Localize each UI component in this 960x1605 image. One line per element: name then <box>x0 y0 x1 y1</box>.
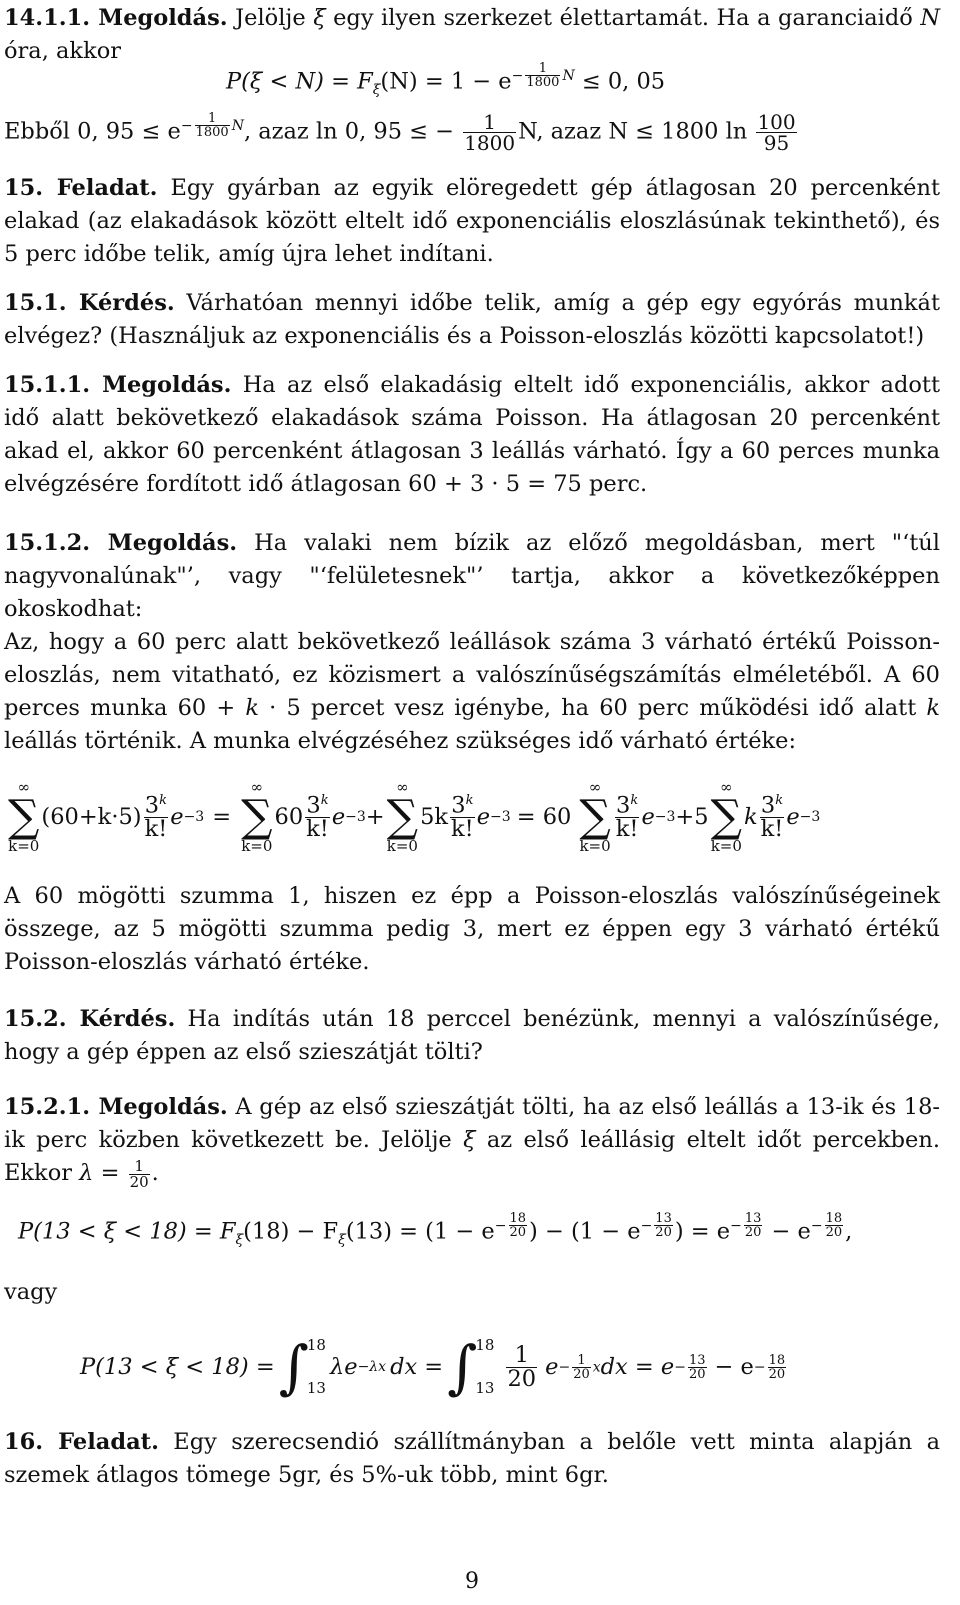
body-text: az első leállásig eltelt időt percekben. Ekkor <box>4 1127 940 1186</box>
frac-num: 1 <box>525 62 560 76</box>
probability-equation-1: $P(13 < \xi < 18) = F_\xi(18) - F_\xi(13) = (1 - e^{- \frac{18}{20}}$ ) − ($1 - e^{- \frac{13}{20}}$ ) = $e^{- \frac{13}{20}}$ − $e^{- \frac{18}{20}}$ , <box>18 1211 853 1248</box>
eq-part: (N) = 1 − e <box>380 68 512 95</box>
lambda-eq: λ = <box>79 1160 120 1186</box>
text: egy ilyen szerkezet élettartamát. Ha a garanciaidő <box>333 5 913 31</box>
solution-15-2-1: 15.2.1. Megoldás. A gép az első szieszátját tölti, ha az első leállás a 13-ik és 18-ik perc közben következett be. Jelölje ξ az első leállásig eltelt időt percekben. Ekkor λ = $\frac{1}{20}$ . <box>4 1094 940 1191</box>
frac-num: 100 <box>757 110 796 134</box>
sum-5: ∞ ∑ k=0 <box>710 778 742 855</box>
heading: 14.1.1. Megoldás. <box>4 5 228 31</box>
sum-1: ∞ ∑ k=0 <box>8 778 40 855</box>
body-text: leállás történik. A munka elvégzéséhez szükséges idő várható értéke: <box>4 728 797 754</box>
heading: 15. Feladat. <box>4 175 158 201</box>
body-text: A gép az első szieszátját tölti, ha az első leállás a 13-ik és 18-ik perc közben következett be. Jelölje <box>4 1094 940 1153</box>
n-exp: N <box>562 67 575 84</box>
question-15-2 <box>4 1003 940 1069</box>
eq-part: ≤ 0, 05 <box>581 68 666 95</box>
k-symbol: k <box>245 695 260 721</box>
sum-4: ∞ ∑ k=0 <box>579 778 611 855</box>
body-text: Ha az első elakadásig eltelt idő exponenciális, akkor adott idő alatt bekövetkező elakadások száma Poisson. Ha átlagosan 20 percenként akad el, akkor 60 percenként átlagosan 3 leállás várható. Így a 60 perces munka elvégzésére fordított idő átlagosan 60 + 3 · 5 = 75 perc. <box>4 372 940 497</box>
frac-num: 1 <box>463 112 516 133</box>
frac-den: 95 <box>763 131 790 155</box>
summation-equation: ∞ ∑ k=0 (60+k·5) 3$^k$ k! e −3 = ∞ ∑ k=0 60 3$^k$ k! e −3 + ∞ ∑ k=0 5k 3$^k$ k! e −3 = 60 ∞ ∑ k=0 3$^k$ k! e −3 +5 ∞ ∑ k=0 k 3$^k$ k! e −3 <box>8 778 821 855</box>
n-exp: N <box>231 117 244 134</box>
solution-15-1-2 <box>4 527 940 758</box>
equation-ebbol: Ebből 0, $95 \le e^{- \frac{1}{1800} N}$, azaz ln 0, 95 ≤ − $\frac{1}{1800}$ N, azaz N ≤ 1800 ln $\frac{100}{95}$ <box>4 110 796 155</box>
sum-3: ∞ ∑ k=0 <box>386 778 419 855</box>
xi-symbol: ξ <box>463 1127 476 1153</box>
body-text: A 60 mögötti szumma 1, hiszen ez épp a Poisson-eloszlás valószínűségeinek összege, az 5 mögötti szumma pedig 3, mert ez éppen egy 3 várható értékű Poisson-eloszlás várható értéke. <box>4 883 940 975</box>
n-symbol: N <box>920 5 941 31</box>
frac-den: 1800 <box>526 75 560 90</box>
solution-15-1-1 <box>4 369 940 501</box>
summation-explanation <box>4 880 940 979</box>
body-text: Egy gyárban az egyik elöregedett gép átlagosan 20 percenként elakad (az elakadások között eltelt idő exponenciális eloszlásúnak tekinthető), és 5 perc időbe telik, amíg újra lehet indítani. <box>4 175 941 267</box>
body-text: Ha valaki nem bízik az előző megoldásban, mert "‘túl nagyvonalúnak"’, vagy "‘felületesnek"’ tartja, akkor a következőképpen okoskodhat: <box>4 530 940 622</box>
sum-term: (60+k·5) <box>41 803 142 830</box>
equation-1: $P(\xi < N) = F_\xi(N) = 1 - e^{- \frac{1}{1800} N} \le 0$, 05 <box>226 61 666 98</box>
solution-14-1-1 <box>4 2 940 68</box>
integral-equation: P(13 < ξ < 18) = ∫ 18 13 λe −λx dx = ∫ 18 13 1 20 e − $\frac{1}{20}$ x dx = e − $\frac{13}{20}$ − e − $\frac{18}{20}$ <box>80 1322 960 1412</box>
eq-part: Ebből 0, 95 ≤ e <box>4 118 181 145</box>
text: óra, akkor <box>4 38 122 64</box>
frac-den: 1800 <box>195 125 229 140</box>
frac-num: 1 <box>195 112 230 126</box>
heading: 15.1. Kérdés. <box>4 290 175 316</box>
problem-16 <box>4 1426 940 1492</box>
heading: 15.2. Kérdés. <box>4 1006 176 1032</box>
page-number: 9 <box>465 1569 479 1594</box>
document-page <box>4 0 940 1605</box>
frac-den: 1800 <box>464 131 516 155</box>
sum-2: ∞ ∑ k=0 <box>241 778 273 855</box>
xi-symbol: ξ <box>313 5 326 31</box>
integral-1: ∫ 18 13 <box>278 1333 326 1401</box>
k-symbol: k <box>926 695 941 721</box>
body-text: Az, hogy a 60 perc alatt bekövetkező leállások száma 3 várható értékű Poisson-eloszlás, nem vitatható, ez közismert a valószínűségszámítás elméletéből. A 60 perces munka 60 + <box>4 629 940 721</box>
eq-part: P(ξ < N) = F <box>226 68 373 95</box>
body-text: · 5 percet vesz igénybe, ha 60 perc működési idő alatt <box>269 695 917 721</box>
question-15-1 <box>4 287 940 353</box>
body-text: Egy szerecsendió szállítmányban a belőle vett minta alapján a szemek átlagos tömege 5gr, és 5%-uk több, mint 6gr. <box>4 1429 941 1488</box>
heading: 15.2.1. Megoldás. <box>4 1094 228 1120</box>
eq-part: , azaz ln 0, 95 ≤ − <box>243 118 455 145</box>
body-text: Ha indítás után 18 perccel benézünk, mennyi a valószínűsége, hogy a gép éppen az első szieszátját tölti? <box>4 1006 940 1065</box>
body-text: Várhatóan mennyi időbe telik, amíg a gép egy egyórás munkát elvégez? (Használjuk az exponenciális és a Poisson-eloszlás közötti kapcsolatot!) <box>4 290 940 349</box>
integral-2: ∫ 18 13 <box>447 1333 495 1401</box>
text: Jelölje <box>235 5 306 31</box>
eq-part: N, azaz N ≤ 1800 ln <box>518 118 748 145</box>
heading: 16. Feladat. <box>4 1429 159 1455</box>
heading: 15.1.2. Megoldás. <box>4 530 238 556</box>
xi-sub: ξ <box>372 82 381 98</box>
heading: 15.1.1. Megoldás. <box>4 372 232 398</box>
problem-15 <box>4 172 940 271</box>
vagy-text: vagy <box>4 1279 58 1305</box>
